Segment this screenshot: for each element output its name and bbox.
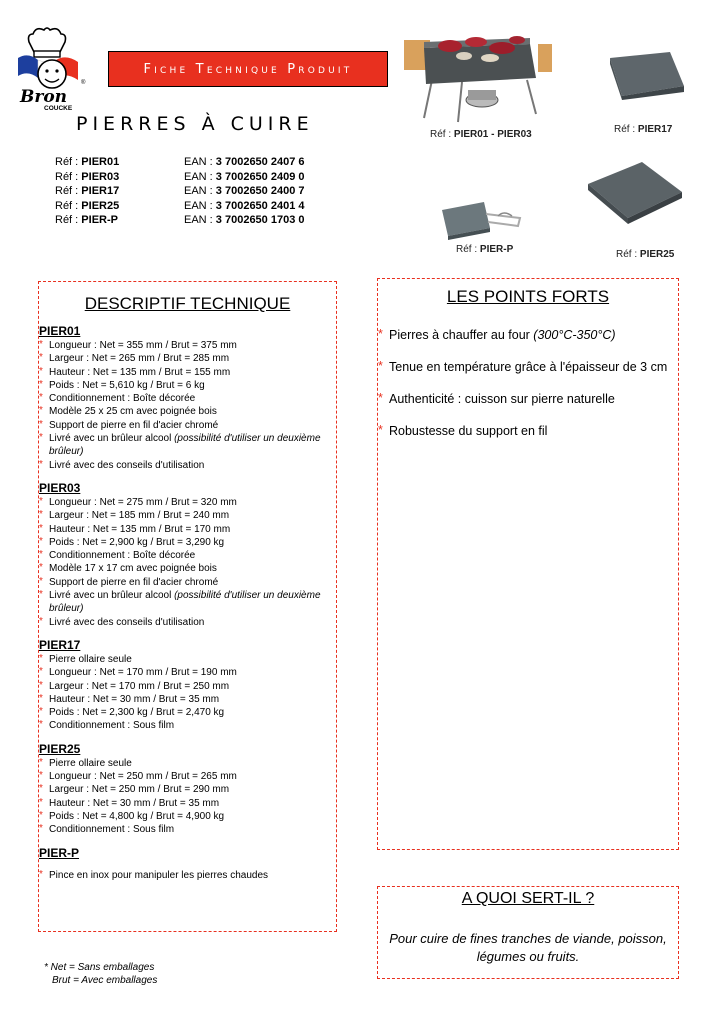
section-title: LES POINTS FORTS	[446, 287, 610, 306]
list-item: * Hauteur : Net = 135 mm / Brut = 155 mm	[39, 366, 336, 379]
list-item: * Longueur : Net = 170 mm / Brut = 190 mm	[39, 666, 336, 679]
key-features-box	[377, 278, 679, 850]
list-item: * Longueur : Net = 275 mm / Brut = 320 mm	[39, 496, 336, 509]
ean-code: 3 7002650 2407 6	[215, 156, 305, 168]
footnote-line: Brut = Avec emballages	[52, 975, 158, 986]
pier01-section	[39, 324, 336, 472]
brand-logo	[14, 24, 100, 112]
feature-item: * Pierres à chauffer au four (300°C-350°C)	[378, 327, 678, 344]
list-item: * Poids : Net = 2,300 kg / Brut = 2,470 kg	[39, 706, 336, 719]
reference-row: Réf : PIER03 EAN : 3 7002650 2409 0	[55, 170, 305, 183]
product-sheet-banner: Fiche Technique Produit	[108, 51, 388, 87]
pier03-section	[39, 481, 336, 629]
ref-code: PIER01	[81, 156, 120, 168]
list-item: * Hauteur : Net = 135 mm / Brut = 170 mm	[39, 523, 336, 536]
ean-code: 3 7002650 1703 0	[215, 214, 305, 226]
technical-description-box	[38, 281, 337, 932]
list-item: * Longueur : Net = 355 mm / Brut = 375 mm	[39, 339, 336, 352]
list-item: * Hauteur : Net = 30 mm / Brut = 35 mm	[39, 693, 336, 706]
list-item: * Support de pierre en fil d'acier chromé	[39, 576, 336, 589]
ref-code: PIER-P	[81, 214, 118, 226]
feature-item: * Authenticité : cuisson sur pierre naturelle	[378, 391, 678, 408]
ean-code: 3 7002650 2400 7	[215, 185, 305, 197]
list-item: * Largeur : Net = 265 mm / Brut = 285 mm	[39, 352, 336, 365]
list-item: * Pince en inox pour manipuler les pierres chaudes	[39, 869, 336, 882]
ref-code: PIER25	[81, 199, 120, 212]
section-title: DESCRIPTIF TECHNIQUE	[84, 294, 291, 313]
list-item: * Conditionnement : Sous film	[39, 823, 336, 836]
ref-code: PIER03	[81, 170, 120, 183]
photo-caption: Réf : PIER01 - PIER03	[430, 129, 532, 140]
footnote	[44, 961, 157, 987]
list-item: * Largeur : Net = 250 mm / Brut = 290 mm	[39, 783, 336, 796]
list-item: * Support de pierre en fil d'acier chromé	[39, 419, 336, 432]
svg-text:Bron: Bron	[20, 87, 68, 107]
photo-caption: Réf : PIER-P	[456, 244, 514, 255]
svg-text:®: ®	[81, 80, 86, 86]
usage-text: Pour cuire de fines tranches de viande, poisson, légumes ou fruits.	[389, 931, 667, 964]
reference-row: Réf : PIER-P EAN : 3 7002650 1703 0	[55, 214, 305, 226]
list-item: * Pierre ollaire seule	[39, 653, 336, 666]
feature-item: * Tenue en température grâce à l'épaisseur de 3 cm	[378, 359, 678, 376]
photo-pier-p-tongs	[438, 196, 528, 240]
list-item: * Largeur : Net = 185 mm / Brut = 240 mm	[39, 509, 336, 522]
list-item: * Conditionnement : Boîte décorée	[39, 392, 336, 405]
subsection-title: PIER01	[39, 324, 81, 338]
subsection-title: PIER03	[39, 480, 81, 495]
photo-pier25-stone	[584, 158, 684, 228]
pier17-section	[39, 638, 336, 733]
feature-item: * Robustesse du support en fil	[378, 423, 678, 440]
list-item: * Longueur : Net = 250 mm / Brut = 265 mm	[39, 770, 336, 783]
reference-row: Réf : PIER17 EAN : 3 7002650 2400 7	[55, 185, 305, 197]
list-item: * Modèle 17 x 17 cm avec poignée bois	[39, 562, 336, 575]
list-item: * Conditionnement : Sous film	[39, 719, 336, 732]
list-item: * Livré avec un brûleur alcool (possibilité d'utiliser un deuxième brûleur)	[39, 589, 336, 616]
subsection-title: PIER17	[39, 637, 81, 652]
photo-pier01-grill	[402, 18, 552, 126]
pier25-section	[39, 742, 336, 837]
photo-caption: Réf : PIER17	[614, 124, 673, 135]
reference-row: Réf : PIER25 EAN : 3 7002650 2401 4	[55, 199, 305, 212]
ean-code: 3 7002650 2409 0	[215, 170, 305, 183]
list-item: * Poids : Net = 5,610 kg / Brut = 6 kg	[39, 379, 336, 392]
list-item: * Modèle 25 x 25 cm avec poignée bois	[39, 405, 336, 418]
footnote-line: * Net = Sans emballages	[44, 962, 155, 973]
page-title: PIERRES À CUIRE	[76, 113, 314, 135]
list-item: * Conditionnement : Boîte décorée	[39, 549, 336, 562]
list-item: * Largeur : Net = 170 mm / Brut = 250 mm	[39, 680, 336, 693]
list-item: * Livré avec un brûleur alcool (possibilité d'utiliser un deuxième brûleur)	[39, 432, 336, 459]
ref-code: PIER17	[81, 185, 120, 197]
photo-caption: Réf : PIER25	[616, 249, 675, 260]
photo-pier17-stone	[604, 48, 686, 100]
list-item: * Poids : Net = 2,900 kg / Brut = 3,290 kg	[39, 536, 336, 549]
svg-text:COUCKE: COUCKE	[44, 105, 73, 112]
chef-logo-icon	[14, 24, 100, 112]
list-item: * Livré avec des conseils d'utilisation	[39, 459, 336, 472]
pier-p-section	[39, 846, 336, 882]
subsection-title: PIER25	[39, 741, 81, 756]
list-item: * Livré avec des conseils d'utilisation	[39, 616, 336, 629]
reference-list	[55, 155, 305, 228]
reference-row: Réf : PIER01 EAN : 3 7002650 2407 6	[55, 156, 305, 168]
list-item: * Hauteur : Net = 30 mm / Brut = 35 mm	[39, 797, 336, 810]
section-title: A QUOI SERT-IL ?	[461, 890, 595, 907]
subsection-title: PIER-P	[39, 845, 80, 860]
usage-box	[377, 886, 679, 979]
ean-code: 3 7002650 2401 4	[215, 199, 305, 212]
list-item: * Pierre ollaire seule	[39, 757, 336, 770]
list-item: * Poids : Net = 4,800 kg / Brut = 4,900 kg	[39, 810, 336, 823]
